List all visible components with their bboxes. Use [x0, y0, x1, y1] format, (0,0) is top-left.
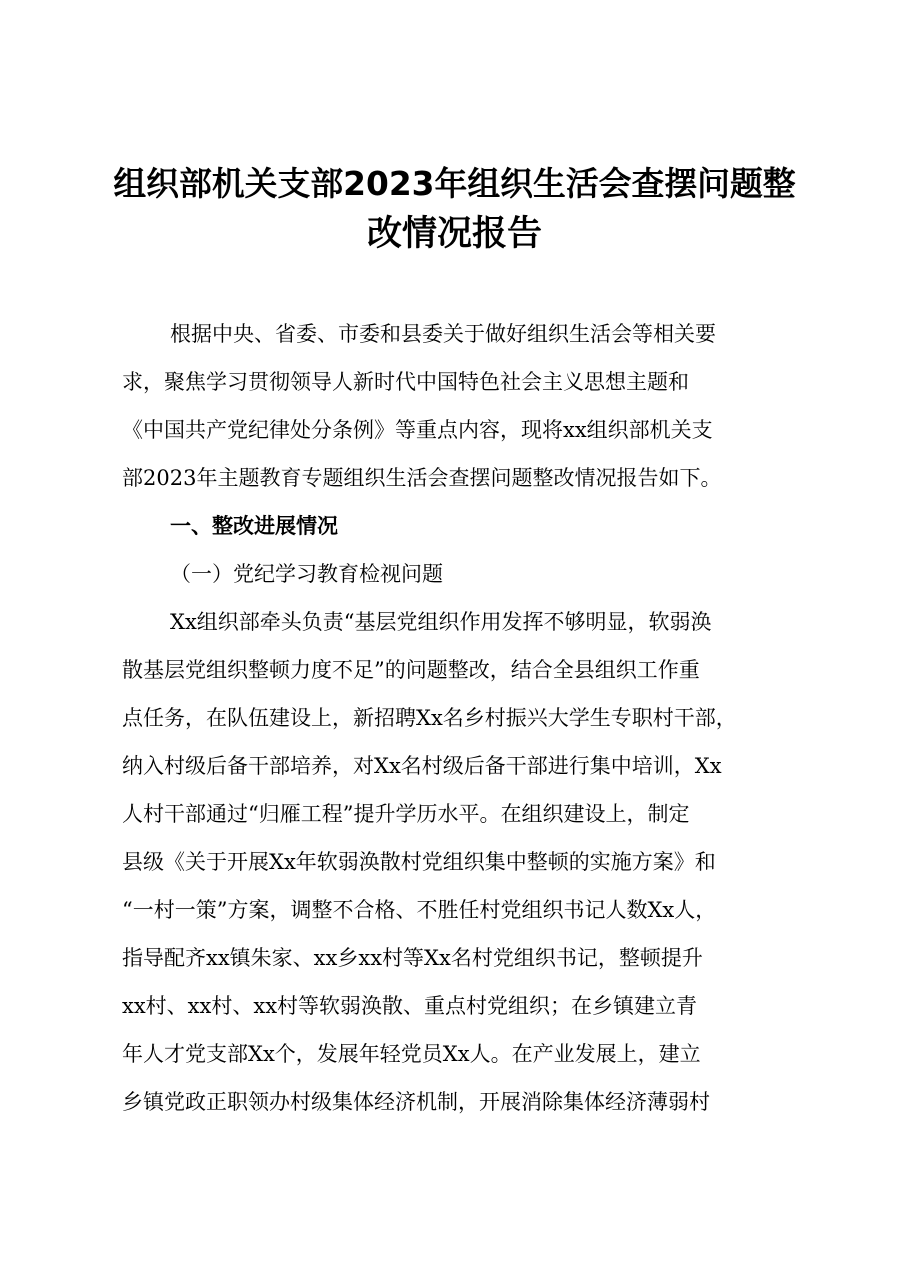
title-line: 改情况报告 [366, 214, 542, 254]
document-body [122, 310, 802, 1126]
section-heading: 一、整改进展情况 [170, 514, 338, 538]
text-line: 人村干部通过“归雁工程”提升学历水平。在组织建设上，制定 [122, 802, 690, 826]
text-line: 散基层党组织整顿力度不足”的问题整改，结合全县组织工作重 [122, 658, 700, 682]
text-line: 年人才党支部Xx个，发展年轻党员Xx人。在产业发展上，建立 [122, 1042, 701, 1066]
text-line: xx村、xx村、xx村等软弱涣散、重点村党组织；在乡镇建立青 [122, 994, 698, 1018]
subsection-heading: （一）党纪学习教育检视问题 [170, 562, 443, 586]
body-paragraph [122, 598, 802, 1126]
text-line: 乡镇党政正职领办村级集体经济机制，开展消除集体经济薄弱村 [122, 1090, 710, 1114]
text-line: 点任务，在队伍建设上，新招聘Xx名乡村振兴大学生专职村干部， [122, 706, 737, 730]
intro-paragraph [122, 310, 802, 502]
text-line: 根据中央、省委、市委和县委关于做好组织生活会等相关要 [170, 322, 716, 346]
text-line: 纳入村级后备干部培养，对Xx名村级后备干部进行集中培训，Xx [122, 754, 722, 778]
text-line: 部2023年主题教育专题组织生活会查摆问题整改情况报告如下。 [122, 466, 722, 490]
text-line: 求，聚焦学习贯彻领导人新时代中国特色社会主义思想主题和 [122, 370, 689, 394]
text-line: 《中国共产党纪律处分条例》等重点内容，现将xx组织部机关支 [122, 418, 713, 442]
text-line: 指导配齐xx镇朱家、xx乡xx村等Xx名村党组织书记，整顿提升 [122, 946, 703, 970]
document-title [110, 159, 799, 259]
text-line: “一村一策”方案，调整不合格、不胜任村党组织书记人数Xx人， [122, 898, 717, 922]
text-line: 县级《关于开展Xx年软弱涣散村党组织集中整顿的实施方案》和 [122, 850, 716, 874]
text-line: Xx组织部牵头负责“基层党组织作用发挥不够明显，软弱涣 [170, 610, 712, 634]
title-line: 组织部机关支部2023年组织生活会查摆问题整 [113, 165, 796, 203]
